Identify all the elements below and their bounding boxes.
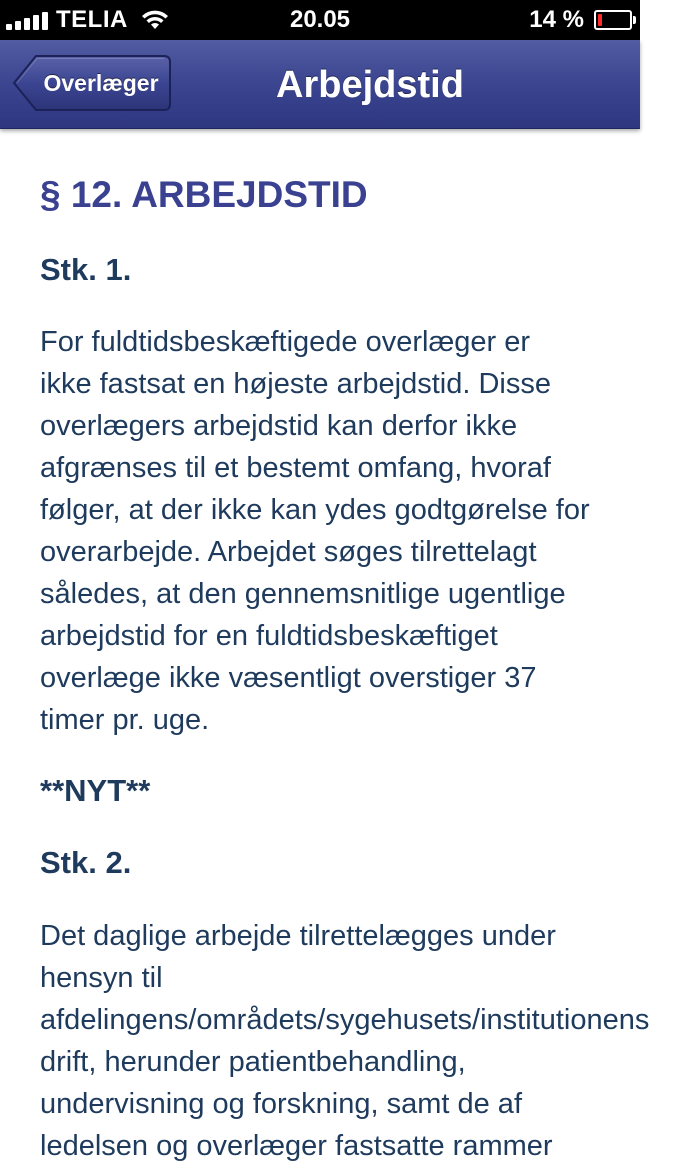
back-button[interactable]	[12, 54, 172, 112]
carrier-name: TELIA	[56, 6, 128, 33]
status-bar	[0, 0, 640, 40]
status-right	[529, 6, 632, 34]
stk1-paragraph: For fuldtidsbeskæftigede overlæger er ikke fastsat en højeste arbejdstid. Disse overlægers arbejdstid kan derfor ikke afgrænses til et bestemt omfang, hvoraf følger, at der ikke kan ydes godtgørelse for overarbejde. Arbejdet søges tilrettelagt således, at den gennemsnitlige ugentlige arbejdstid for en fuldtidsbeskæftiget overlæge ikke væsentligt overstiger 37 timer pr. uge.	[40, 326, 590, 736]
back-button-label: Overlæger	[43, 70, 159, 96]
new-marker: **NYT**	[40, 773, 151, 808]
stk2-heading: Stk. 2.	[40, 845, 132, 880]
status-time: 20.05	[289, 6, 351, 33]
stk1-heading: Stk. 1.	[40, 252, 132, 287]
section-title: § 12. ARBEJDSTID	[40, 174, 368, 215]
battery-fill	[598, 14, 602, 26]
battery-percentage: 14 %	[529, 6, 584, 33]
page-title: Arbejdstid	[276, 64, 464, 106]
battery-icon	[594, 10, 632, 30]
article-content	[40, 128, 650, 1162]
stk2-paragraph: Det daglige arbejde tilrettelægges under hensyn til afdelingens/områdets/sygehusets/institutionens drift, herunder patientbehandling, undervisning og forskning, samt de af ledelsen og overlæger fastsatte rammer	[40, 920, 650, 1162]
navigation-bar	[0, 40, 640, 129]
